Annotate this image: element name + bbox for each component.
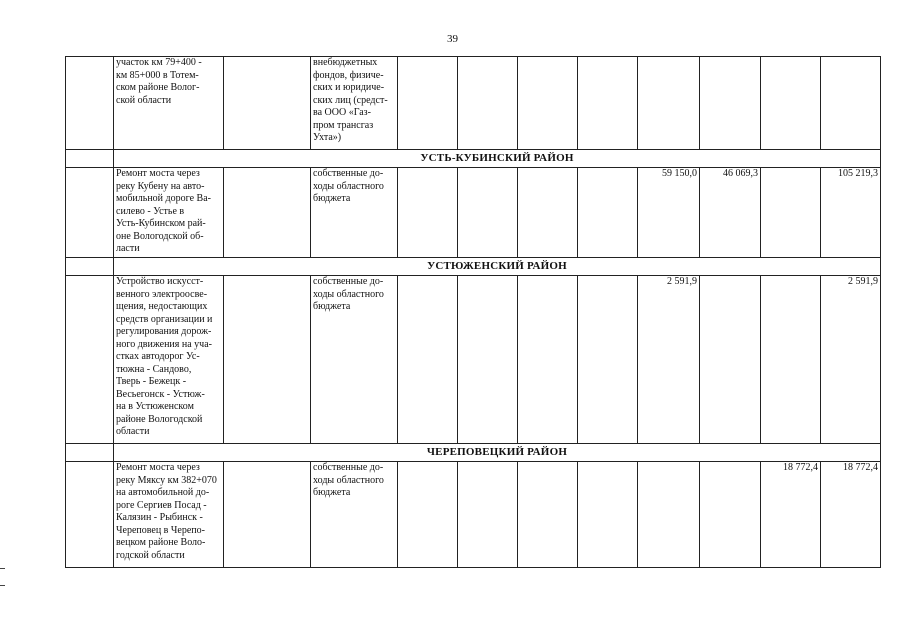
cell-text-line: внебюджетных <box>313 57 378 68</box>
total-cell: 18 772,4 <box>821 462 881 568</box>
cell-text-line: собственные до- <box>313 276 384 287</box>
cell-text-line: области <box>116 426 150 437</box>
cell-text-line: Ремонт моста через <box>116 168 200 179</box>
cell-text-line: ного движения на уча- <box>116 338 212 350</box>
value-2020-cell <box>761 276 821 444</box>
value-2020-cell: 18 772,4 <box>761 462 821 568</box>
value-2019-cell <box>700 276 761 444</box>
total-cell <box>821 57 881 150</box>
table-row <box>66 462 881 568</box>
funding-source-cell <box>311 57 398 150</box>
number-cell <box>66 462 114 568</box>
cell-text-line: на автомобильной до- <box>116 487 210 498</box>
margin-mark <box>0 568 5 569</box>
value-2020-cell <box>761 168 821 258</box>
cell-text-line: ском районе Волог- <box>116 82 200 93</box>
cell-text-line: Ухта») <box>313 132 342 143</box>
cell-text-line: роге Сергиев Посад - <box>116 499 207 511</box>
funding-source-cell <box>311 168 398 258</box>
empty-cell <box>578 168 638 258</box>
cell-text-line: ской области <box>116 94 172 106</box>
empty-cell <box>224 462 311 568</box>
cell-text-line: ласти <box>116 243 140 254</box>
cell-text-line: км 85+000 в Тотем- <box>116 69 199 81</box>
cell-text-line: участок км 79+400 - <box>116 57 202 68</box>
table-row <box>66 57 881 150</box>
value-2018-cell: 2 591,9 <box>638 276 700 444</box>
empty-cell <box>458 276 518 444</box>
total-cell: 105 219,3 <box>821 168 881 258</box>
cell-text-line: регулирования дорож- <box>116 326 212 337</box>
value-2019-cell: 46 069,3 <box>700 168 761 258</box>
cell-text-line: ходы областного <box>313 180 384 192</box>
cell-text-line: реку Кубену на авто- <box>116 180 205 192</box>
cell-text-line: пром трансгаз <box>313 119 374 131</box>
empty-cell <box>578 276 638 444</box>
value-2019-cell <box>700 462 761 568</box>
number-cell <box>66 444 114 462</box>
value-2018-cell: 59 150,0 <box>638 168 700 258</box>
district-header-row <box>66 258 881 276</box>
district-header-row <box>66 444 881 462</box>
empty-cell <box>518 462 578 568</box>
empty-cell <box>518 168 578 258</box>
cell-text-line: Тверь - Бежецк - <box>116 376 187 387</box>
number-cell <box>66 276 114 444</box>
empty-cell <box>398 276 458 444</box>
cell-text-line: на в Устюженском <box>116 401 194 412</box>
number-cell <box>66 150 114 168</box>
cell-text-line: районе Вологодской <box>116 413 203 425</box>
table-row <box>66 168 881 258</box>
cell-text-line: стках автодорог Ус- <box>116 351 200 362</box>
cell-text-line: бюджета <box>313 193 351 204</box>
program-table <box>65 56 881 568</box>
value-2018-cell <box>638 57 700 150</box>
empty-cell <box>518 57 578 150</box>
object-name-cell <box>114 168 224 258</box>
cell-text-line: оне Вологодской об- <box>116 230 204 242</box>
cell-text-line: Усть-Кубинском рай- <box>116 218 206 229</box>
empty-cell <box>224 276 311 444</box>
cell-text-line: реку Мяксу км 382+070 <box>116 474 217 486</box>
empty-cell <box>458 168 518 258</box>
empty-cell <box>458 57 518 150</box>
value-2020-cell <box>761 57 821 150</box>
district-title: УСТЮЖЕНСКИЙ РАЙОН <box>114 258 881 276</box>
cell-text-line: Устройство искусст- <box>116 276 204 287</box>
empty-cell <box>458 462 518 568</box>
empty-cell <box>224 168 311 258</box>
cell-text-line: венного электроосве- <box>116 288 208 300</box>
cell-text-line: ских и юридиче- <box>313 82 385 93</box>
funding-source-cell <box>311 462 398 568</box>
cell-text-line: собственные до- <box>313 168 384 179</box>
empty-cell <box>398 168 458 258</box>
cell-text-line: мобильной дороге Ва- <box>116 193 211 204</box>
value-2018-cell <box>638 462 700 568</box>
cell-text-line: ходы областного <box>313 288 384 300</box>
margin-mark <box>0 585 5 586</box>
cell-text-line: собственные до- <box>313 462 384 473</box>
cell-text-line: Череповец в Черепо- <box>116 524 205 536</box>
cell-text-line: бюджета <box>313 301 351 312</box>
cell-text-line: щения, недостающих <box>116 301 208 312</box>
number-cell <box>66 258 114 276</box>
empty-cell <box>398 462 458 568</box>
cell-text-line: годской области <box>116 549 185 561</box>
number-cell <box>66 57 114 150</box>
cell-text-line: вецком районе Воло- <box>116 537 206 548</box>
district-title: ЧЕРЕПОВЕЦКИЙ РАЙОН <box>114 444 881 462</box>
empty-cell <box>518 276 578 444</box>
object-name-cell <box>114 276 224 444</box>
table-row <box>66 276 881 444</box>
object-name-cell <box>114 462 224 568</box>
empty-cell <box>224 57 311 150</box>
cell-text-line: Весьегонск - Устюж- <box>116 388 205 400</box>
number-cell <box>66 168 114 258</box>
object-name-cell <box>114 57 224 150</box>
cell-text-line: Калязин - Рыбинск - <box>116 512 203 523</box>
district-header-row <box>66 150 881 168</box>
cell-text-line: ских лиц (средст- <box>313 94 388 106</box>
value-2019-cell <box>700 57 761 150</box>
cell-text-line: ва ООО «Газ- <box>313 107 371 118</box>
cell-text-line: средств организации и <box>116 313 213 325</box>
cell-text-line: тюжна - Сандово, <box>116 363 192 375</box>
empty-cell <box>578 57 638 150</box>
cell-text-line: Ремонт моста через <box>116 462 200 473</box>
funding-source-cell <box>311 276 398 444</box>
cell-text-line: бюджета <box>313 487 351 498</box>
total-cell: 2 591,9 <box>821 276 881 444</box>
cell-text-line: ходы областного <box>313 474 384 486</box>
page-number: 39 <box>447 33 458 45</box>
empty-cell <box>578 462 638 568</box>
cell-text-line: силево - Устье в <box>116 205 185 217</box>
empty-cell <box>398 57 458 150</box>
district-title: УСТЬ-КУБИНСКИЙ РАЙОН <box>114 150 881 168</box>
cell-text-line: фондов, физиче- <box>313 69 384 81</box>
